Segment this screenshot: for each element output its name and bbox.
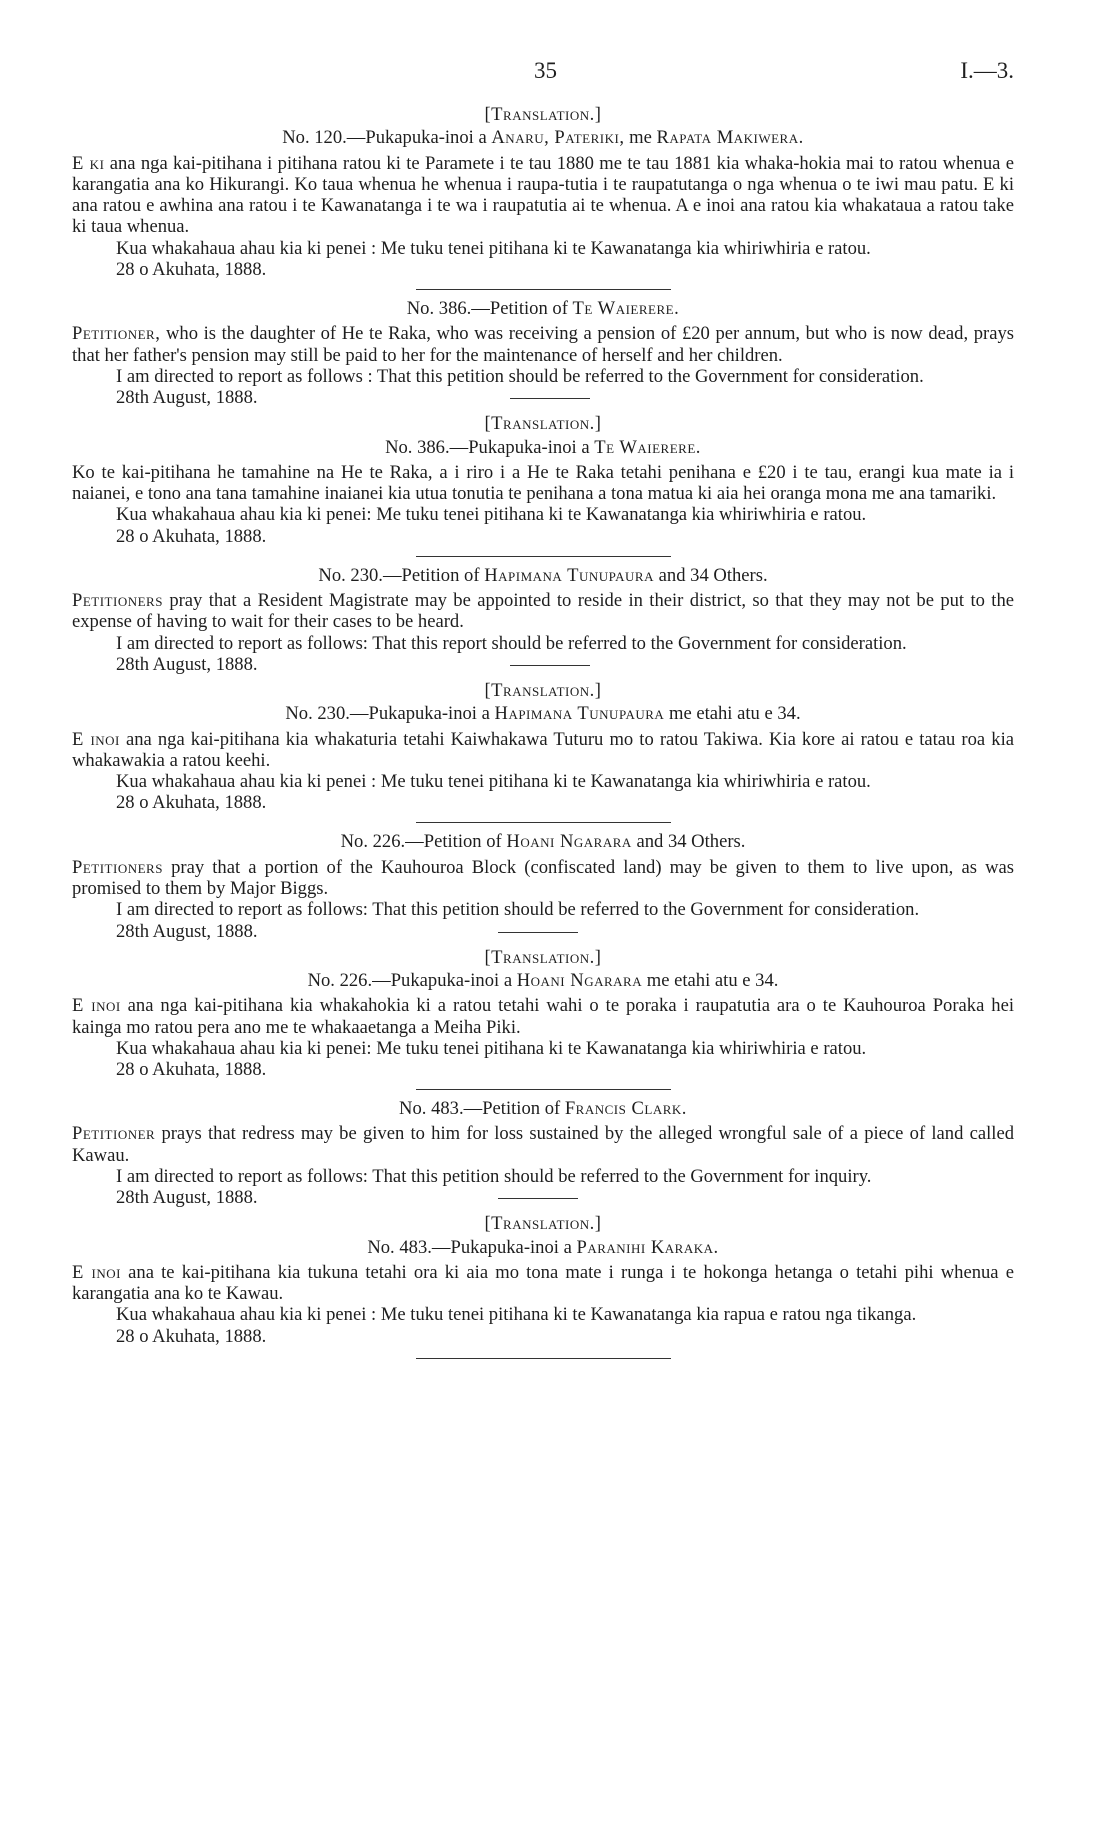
petition-body [72,590,1014,633]
body-text: ana nga kai-pitihana i pitihana ratou ki te Paramete i te tau 1880 me te tau 1881 kia whaka-hokia mai to ratou whenua e karangatia ana ko Hikurangi. Ko taua whenua he whenua i raupa-tutia i te raupatutanga o nga whenua o te iwi mau patu. E ki ana ratou e awhina ana ratou i te Kawanatanga i te wa i raupatutia ai te whenua. A e inoi ana ratou kia whakataua a ratou take ki taua whenua. [72,152,1014,238]
date-line [72,654,1014,676]
date-line [72,1326,1014,1348]
date: 28 o Akuhata, 1888. [116,1325,267,1347]
section-226-petition [72,831,1014,942]
lead-word: E inoi [72,728,120,750]
date: 28 o Akuhata, 1888. [116,525,267,547]
lead-word: E ki [72,152,105,174]
translation-label: [Translation.] [484,104,602,125]
title-names-2: Rapata Makiwera. [656,127,804,149]
section-226-translation [72,947,1014,1081]
report-text: Kua whakahaua ahau kia ki penei : Me tuku tenei pitihana ki te Kawanatanga kia rapua e ratou nga tikanga. [116,1304,917,1326]
section-title [72,1098,1014,1119]
body-text: ana te kai-pitihana kia tukuna tetahi ora ki aia mo tona mate i runga i te hokonga hetanga o tetahi pihi whenua e karangatia ana ko te Kawau. [72,1261,1014,1305]
section-title [72,565,1014,586]
short-divider [510,665,590,666]
report-text: I am directed to report as follows: That this report should be referred to the Government for consideration. [116,632,907,654]
date-line [72,526,1014,548]
title-names: Francis Clark. [564,1098,687,1120]
section-386-translation [72,413,1014,547]
title-names: Hoani Ngarara [506,831,632,853]
section-230-petition [72,565,1014,676]
short-divider [498,932,578,933]
section-483-translation [72,1213,1014,1347]
date: 28th August, 1888. [116,920,258,942]
section-title [72,298,1014,319]
date-line [72,387,1014,409]
lead-word: E inoi [72,995,121,1017]
translation-label: [Translation.] [484,679,602,701]
lead-word: Petitioner [72,1123,156,1145]
title-names: Te Waierere. [594,436,701,458]
date-line [72,259,1014,281]
petition-body [72,153,1014,238]
section-title [72,437,1014,458]
title-prefix: No. 386.—Petition of [406,298,573,320]
title-suffix: and 34 Others. [631,831,746,853]
date: 28th August, 1888. [116,387,258,409]
date: 28 o Akuhata, 1888. [116,259,267,281]
date: 28 o Akuhata, 1888. [116,792,267,814]
section-title [72,831,1014,852]
lead-word: Petitioners [72,590,163,612]
date-line [72,1059,1014,1081]
report-text: I am directed to report as follows: That this petition should be referred to the Government for inquiry. [116,1165,872,1187]
body-text: pray that a Resident Magistrate may be appointed to reside in their district, so that they may not be put to the expense of having to wait for their cases to be heard. [72,590,1014,633]
date-line [72,921,1014,943]
title-suffix: me etahi atu e 34. [664,703,801,725]
short-divider [510,398,590,399]
body-text: pray that a portion of the Kauhouroa Block (confiscated land) may be given to them to live upon, as was promised to them by Major Biggs. [72,856,1014,900]
section-230-translation [72,680,1014,814]
date: 28th August, 1888. [116,1187,258,1209]
body-text: ana nga kai-pitihana kia whakaturia tetahi Kaiwhakawa Tuturu mo to ratou Takiwa. Kia kore ai ratou e tatau roa kia whakawakia a ratou keehi. [72,728,1014,771]
section-120-translation [72,104,1014,281]
title-suffix: me etahi atu e 34. [642,969,779,991]
date: 28 o Akuhata, 1888. [116,1059,267,1081]
section-386-petition [72,298,1014,409]
title-prefix: No. 483.—Pukapuka-inoi a [367,1236,577,1258]
lead-word: Petitioners [72,856,163,878]
section-divider [416,822,671,823]
date: 28th August, 1888. [116,653,258,675]
petition-body [72,995,1014,1038]
title-names: Te Waierere. [572,298,680,320]
petition-body [72,729,1014,772]
translation-label: [Translation.] [484,1213,602,1235]
translation-label: [Translation.] [484,413,602,435]
title-prefix: No. 120.—Pukapuka-inoi a [282,127,492,149]
section-divider [416,1358,671,1359]
title-mid: me [624,127,657,149]
body-text: who is the daughter of He te Raka, who was receiving a pension of £20 per annum, but who is now dead, prays that her father's pension may still be paid to her for the maintenance of herself and her children. [72,323,1014,366]
report-text: Kua whakahaua ahau kia ki penei: Me tuku tenei pitihana ki te Kawanatanga kia whiriwhiria e ratou. [116,1037,867,1059]
date-line [72,1187,1014,1209]
lead-word: Petitioner, [72,323,161,345]
report-text: Kua whakahaua ahau kia ki penei : Me tuku tenei pitihana ki te Kawanatanga kia whiriwhiria e ratou. [116,237,871,259]
body-text: prays that redress may be given to him for loss sustained by the alleged wrongful sale of a piece of land called Kawau. [72,1123,1014,1166]
section-title [72,703,1014,724]
petition-body [72,857,1014,900]
body-text: ana nga kai-pitihana kia whakahokia ki a ratou tetahi wahi o te poraka i raupatutia ara o te Kauhouroa Poraka hei kainga mo ratou pera ano me te whakaaetanga a Meiha Piki. [72,995,1014,1038]
title-names: Hoani Ngarara [516,969,643,991]
report-text: Kua whakahaua ahau kia ki penei: Me tuku tenei pitihana ki te Kawanatanga kia whiriwhiria e ratou. [116,504,867,526]
petition-body [72,1123,1014,1166]
report-text: Kua whakahaua ahau kia ki penei : Me tuku tenei pitihana ki te Kawanatanga kia whiriwhiria e ratou. [116,771,871,793]
title-prefix: No. 226.—Pukapuka-inoi a [307,969,517,991]
page-body [72,104,1014,1367]
petition-body: Ko te kai-pitihana he tamahine na He te Raka, a i riro i a He te Raka tetahi penihana e £20 i te tau, erangi kua mate ia i naianei, e tono ana tana tamahine inaianei kia utua tonutia te penihana a tona matua ki aia hei oranga mona me ana tamariki. [72,461,1014,505]
section-divider [416,289,671,290]
title-prefix: No. 230.—Pukapuka-inoi a [285,703,495,725]
title-names: Hapimana Tunupaura [494,703,665,725]
title-prefix: No. 230.—Petition of [318,564,485,586]
title-names: Paranihi Karaka. [576,1236,719,1258]
petition-body [72,1262,1014,1305]
title-suffix: and 34 Others. [654,564,768,586]
lead-word: E inoi [72,1261,121,1283]
page-header [0,58,1114,88]
title-prefix: No. 226.—Petition of [340,831,507,853]
section-divider [416,1089,671,1090]
title-prefix: No. 386.—Pukapuka-inoi a [385,436,595,458]
section-title [72,127,1014,148]
report-text: I am directed to report as follows: That this petition should be referred to the Government for consideration. [116,899,920,921]
title-names: Anaru, Pateriki, [491,127,625,149]
translation-label: [Translation.] [484,946,602,968]
petition-body [72,323,1014,366]
short-divider [498,1198,578,1199]
report-text: I am directed to report as follows : That this petition should be referred to the Government for consideration. [116,365,924,387]
section-divider [416,556,671,557]
page-number: 35 [534,58,557,83]
section-483-petition [72,1098,1014,1209]
section-title [72,970,1014,991]
title-prefix: No. 483.—Petition of [399,1098,565,1120]
document-reference: I.—3. [960,58,1014,83]
title-names: Hapimana Tunupaura [484,564,654,586]
section-title [72,1237,1014,1258]
date-line [72,792,1014,814]
